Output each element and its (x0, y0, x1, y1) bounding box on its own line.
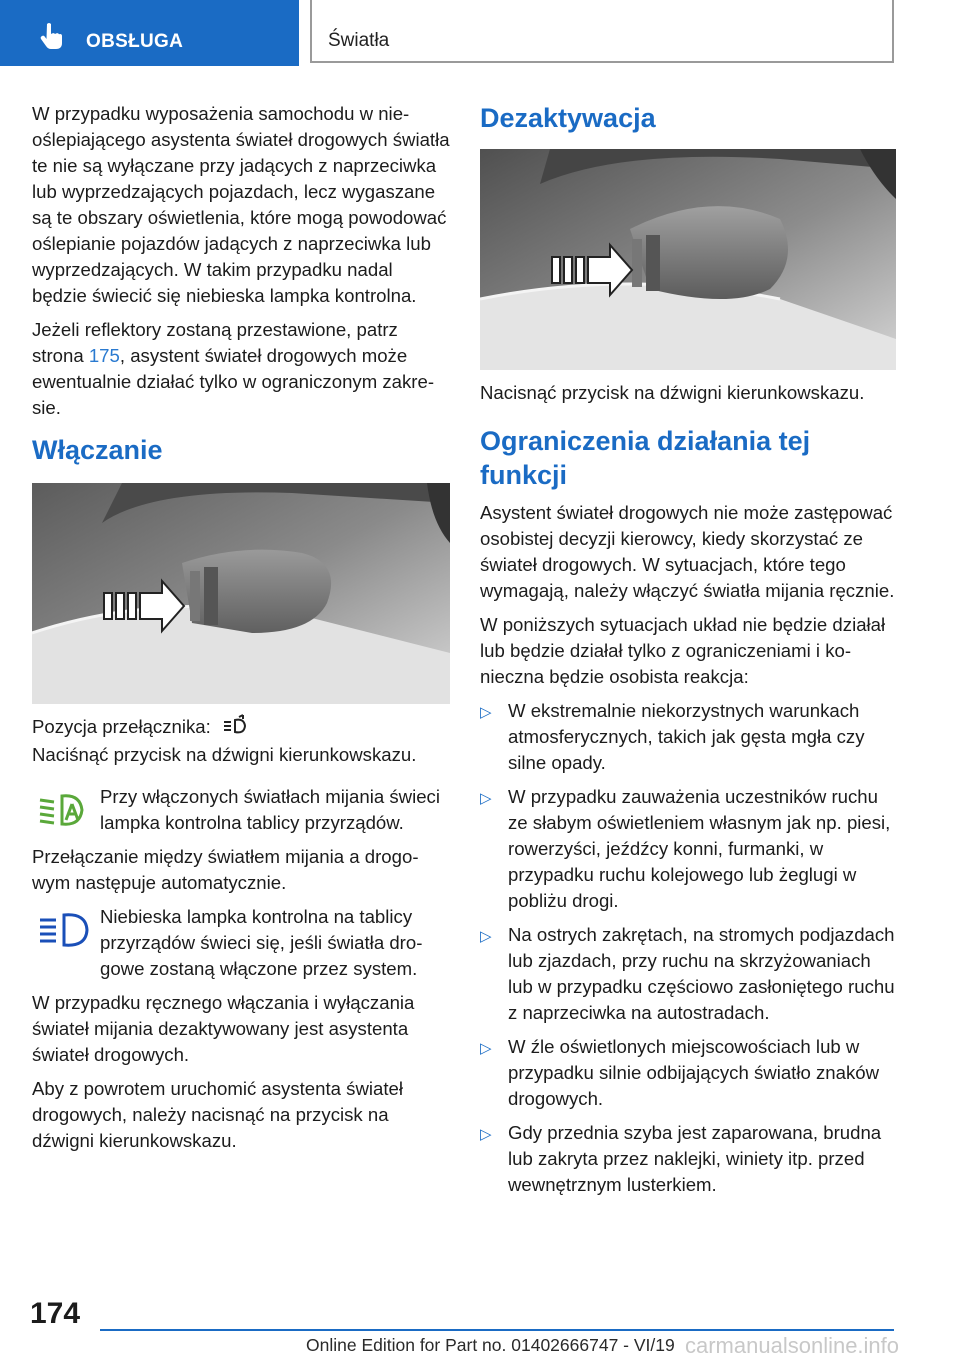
list-item (480, 1120, 896, 1198)
lever-photo-deactivation (480, 149, 896, 370)
list-item-text: W przypadku zauważenia uczestników ruchu ze słabym oświetleniem własnym jak np. piesi, rowerzyści, jeźdźcy konni, furmanki, w przypadku ruchu kolejowego lub żeglugi w pobliżu drogi. (508, 786, 891, 911)
indicator-high-beam-text: Niebieska lampka kontrolna na tablicy przyrządów świeci się, jeśli światła drogowe zostaną włączone przez system. (100, 906, 423, 979)
high-beam-assist-symbol-icon (222, 714, 248, 736)
list-item (480, 922, 896, 1026)
list-item-text: Gdy przednia szyba jest zaparowana, brudna lub zakryta przez naklejki, winiety itp. przed wewnętrznym lusterkiem. (508, 1122, 882, 1195)
intro-paragraph: W przypadku wyposażenia samochodu w nieoślepiającego asystenta świateł drogowych światła te nie są wyłączane przy jadących z naprzeciwka lub wyprzedzających pojazdach, lecz wygaszane są te obszary oświetlenia, które mogą powodować oślepianie pojazdów jadących z naprzeciwka lub wyprzedzających. W takim przypadku nadal będzie świecić się niebieska lampka kontrolna. (32, 103, 450, 306)
auto-switching-paragraph: Przełączanie między światłem mijania a drogowym następuje automatycznie. (32, 846, 419, 893)
page-reference-link[interactable]: 175 (88, 345, 120, 366)
situations-list (480, 698, 896, 1198)
right-column (480, 101, 896, 1206)
list-item-text: W źle oświetlonych miejscowościach lub w przypadku silnie odbijających światło znaków drogowych. (508, 1036, 880, 1109)
heading-deactivation: Dezaktywacja (480, 103, 656, 133)
list-item (480, 698, 896, 776)
section-label: OBSŁUGA (86, 31, 184, 52)
edition-note: Online Edition for Part no. 01402666747 - VI/19 (306, 1335, 675, 1355)
adjustment-text-start: Jeżeli reflektory zostaną przestawione, patrz strona (32, 319, 398, 366)
reactivate-paragraph: Aby z powrotem uruchomić asystenta świateł drogowych, należy nacisnąć na przycisk na dźwigni kierunkowskazu. (32, 1078, 403, 1151)
chapter-tab (310, 0, 894, 63)
manual-mode-paragraph: W przypadku ręcznego włączania i wyłączania świateł mijania dezaktywowany jest asystenta świateł drogowych. (32, 992, 415, 1065)
bullet-triangle-icon: ▷ (480, 1040, 492, 1057)
low-beam-indicator-icon (36, 784, 94, 830)
adjustment-paragraph (32, 317, 450, 421)
situations-intro: W poniższych sytuacjach układ nie będzie działał lub będzie działał tylko z ograniczeniami i konieczna będzie osobista reakcja: (480, 614, 886, 687)
page-number: 174 (30, 1297, 81, 1330)
indicator-high-beam-row (32, 904, 450, 982)
left-column (32, 101, 450, 1162)
deactivation-instruction: Nacisnąć przycisk na dźwigni kierunkowskazu. (480, 382, 865, 403)
list-item-text: Na ostrych zakrętach, na stromych podjazdach lub zjazdach, przy ruchu na skrzyżowaniach lub w przypadku częściowo zasłoniętego ruchu z naprzeciwka na autostradach. (508, 924, 895, 1023)
watermark: carmanualsonline.info (685, 1333, 900, 1358)
limitations-paragraph: Asystent świateł drogowych nie może zastępować osobistej decyzji kierowcy, kiedy skorzystać ze świateł drogowych. W sytuacjach, które tego wymagają, należy włączyć światła mijania ręcznie. (480, 502, 895, 601)
heading-activation: Włączanie (32, 435, 163, 465)
indicator-low-beam-text: Przy włączonych światłach mijania świeci lampka kontrolna tablicy przyrządów. (100, 786, 440, 833)
switch-position-label: Pozycja przełącznika: (32, 716, 211, 737)
switch-position-line (32, 714, 450, 740)
bullet-triangle-icon: ▷ (480, 704, 492, 721)
lever-photo-activation (32, 483, 450, 704)
chapter-label: Światła (328, 30, 390, 51)
footer-rule (100, 1329, 894, 1331)
list-item (480, 784, 896, 914)
hand-pointer-icon (38, 22, 66, 52)
bullet-triangle-icon: ▷ (480, 928, 492, 945)
press-button-instruction: Naciśnąć przycisk na dźwigni kierunkowskazu. (32, 744, 417, 765)
adjustment-text-end: , asystent świateł drogowych może ewentualnie działać tylko w ograniczonym zakresie. (32, 345, 435, 418)
bullet-triangle-icon: ▷ (480, 1126, 492, 1143)
list-item (480, 1034, 896, 1112)
bullet-triangle-icon: ▷ (480, 790, 492, 807)
indicator-low-beam-row (32, 784, 450, 836)
high-beam-indicator-icon (36, 904, 94, 950)
heading-limitations: Ograniczenia działania tej funkcji (480, 426, 811, 490)
section-tab (0, 0, 299, 66)
list-item-text: W ekstremalnie niekorzystnych warunkach atmosferycznych, takich jak gęsta mgła czy silne opady. (508, 700, 865, 773)
